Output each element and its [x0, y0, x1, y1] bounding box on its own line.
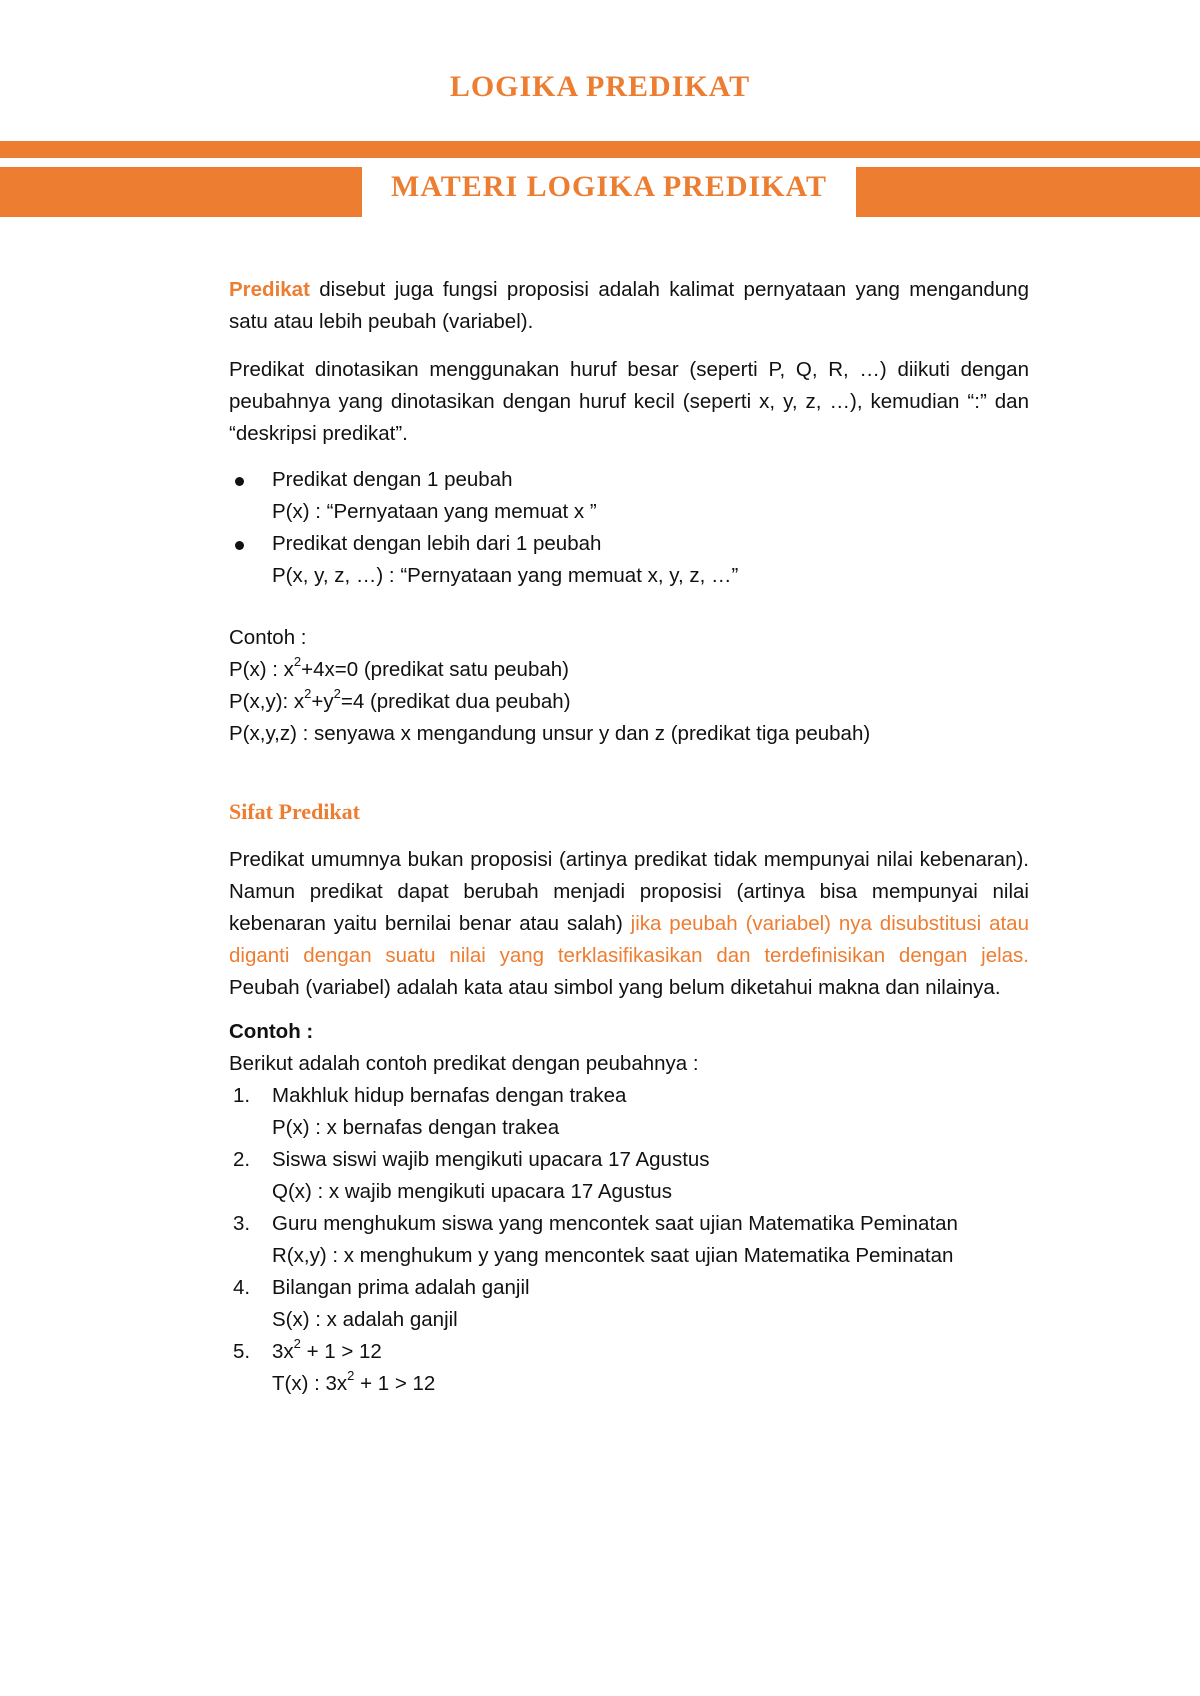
- example2-block: [229, 1016, 1029, 1400]
- list-item-text: Makhluk hidup bernafas dengan trakea: [272, 1084, 627, 1107]
- example-line-1: [229, 654, 1029, 686]
- example-line-text: P(x) : x: [229, 658, 294, 681]
- sifat-text: Peubah (variabel) adalah kata atau simbol yang belum diketahui makna dan nilainya.: [229, 976, 1001, 999]
- superscript: 2: [304, 686, 312, 702]
- list-item: [229, 1144, 1029, 1208]
- bullet-icon: [235, 477, 244, 486]
- list-item-detail: S(x) : x adalah ganjil: [272, 1308, 458, 1331]
- list-item-detail: P(x) : x bernafas dengan trakea: [272, 1116, 560, 1139]
- example-line-text: +4x=0 (predikat satu peubah): [301, 658, 569, 681]
- list-item-text: Bilangan prima adalah ganjil: [272, 1276, 530, 1299]
- intro-keyword: Predikat: [229, 278, 310, 301]
- superscript: 2: [347, 1368, 355, 1384]
- formula-text: + 1 > 12: [354, 1372, 436, 1395]
- list-item-detail: [272, 1368, 1029, 1400]
- list-number: 4.: [233, 1276, 251, 1299]
- bullet-title: Predikat dengan 1 peubah: [272, 468, 513, 491]
- list-item-text: Guru menghukum siswa yang mencontek saat ujian Matematika Peminatan: [272, 1212, 958, 1235]
- formula-text: + 1 > 12: [300, 1340, 382, 1363]
- sifat-highlight: jika peubah (variabel) nya disubstitusi atau diganti dengan suatu nilai yang terklasifikasikan dan terdefinisikan dengan jelas.: [229, 912, 1029, 967]
- list-item: [229, 1336, 1029, 1400]
- list-item-text: [272, 1336, 1029, 1368]
- example-line-text: P(x,y): x: [229, 690, 305, 713]
- sifat-text: Predikat umumnya bukan proposisi (artinya predikat tidak mempunyai nilai kebenaran). Namun predikat dapat berubah menjadi proposisi (artinya bisa mempunyai nilai kebenaran yaitu bernilai benar atau salah): [229, 848, 1029, 935]
- example-line-text: +y: [311, 690, 334, 713]
- header-divider-bar: [0, 141, 1200, 158]
- bullet-title: Predikat dengan lebih dari 1 peubah: [272, 532, 602, 555]
- list-item-detail: Q(x) : x wajib mengikuti upacara 17 Agustus: [272, 1180, 672, 1203]
- list-number: 5.: [233, 1340, 251, 1363]
- list-number: 3.: [233, 1212, 251, 1235]
- intro-paragraph: [229, 274, 1029, 338]
- list-number: 1.: [233, 1084, 251, 1107]
- numbered-example-list: [229, 1080, 1029, 1400]
- superscript: 2: [293, 1336, 301, 1352]
- example-line-text: =4 (predikat dua peubah): [340, 690, 571, 713]
- bullet-icon: [235, 541, 244, 550]
- section-bar-left: [0, 167, 362, 217]
- document-body: [229, 274, 1029, 1400]
- list-item-text: Siswa siswi wajib mengikuti upacara 17 Agustus: [272, 1148, 710, 1171]
- example-line-3: P(x,y,z) : senyawa x mengandung unsur y dan z (predikat tiga peubah): [229, 722, 871, 745]
- list-item: [229, 1080, 1029, 1144]
- list-item: [229, 1208, 1029, 1272]
- list-item: [229, 1272, 1029, 1336]
- formula-text: T(x) : 3x: [272, 1372, 348, 1395]
- example-line-2: [229, 686, 1029, 718]
- sifat-heading: Sifat Predikat: [229, 799, 360, 824]
- section-title: MATERI LOGIKA PREDIKAT: [391, 170, 827, 203]
- bullet-item: [229, 464, 1029, 528]
- example-block: [229, 622, 1029, 750]
- intro-text: disebut juga fungsi proposisi adalah kalimat pernyataan yang mengandung satu atau lebih peubah (variabel).: [229, 278, 1029, 333]
- bullet-detail: P(x, y, z, …) : “Pernyataan yang memuat x, y, z, …”: [272, 564, 739, 587]
- superscript: 2: [293, 654, 302, 670]
- notation-paragraph: Predikat dinotasikan menggunakan huruf besar (seperti P, Q, R, …) diikuti dengan peubahnya yang dinotasikan dengan huruf kecil (seperti x, y, z, …), kemudian “:” dan “deskripsi predikat”.: [229, 358, 1029, 445]
- list-item-detail: R(x,y) : x menghukum y yang mencontek saat ujian Matematika Peminatan: [272, 1244, 954, 1267]
- predicate-bullet-list: [229, 464, 1029, 592]
- formula-text: 3x: [272, 1340, 294, 1363]
- bullet-detail: P(x) : “Pernyataan yang memuat x ”: [272, 500, 597, 523]
- example-label: Contoh :: [229, 626, 307, 649]
- example2-intro: Berikut adalah contoh predikat dengan peubahnya :: [229, 1052, 699, 1075]
- list-number: 2.: [233, 1148, 251, 1171]
- bullet-item: [229, 528, 1029, 592]
- page-header-title: LOGIKA PREDIKAT: [449, 70, 751, 103]
- example2-label: Contoh :: [229, 1020, 314, 1043]
- superscript: 2: [333, 686, 341, 702]
- section-bar-right: [856, 167, 1200, 217]
- sifat-paragraph: [229, 844, 1029, 1004]
